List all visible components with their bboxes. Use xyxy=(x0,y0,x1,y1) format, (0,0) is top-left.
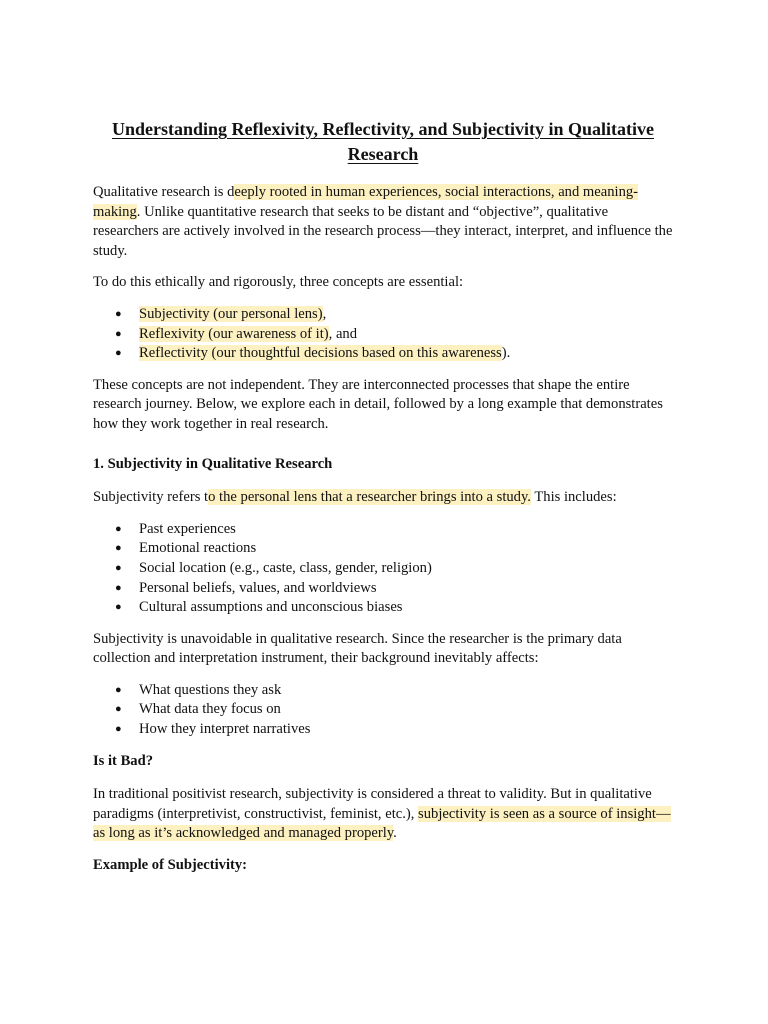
concept-subjectivity: Subjectivity (our personal lens) xyxy=(139,305,323,322)
intro-text-end: . Unlike quantitative research that seeks to be distant and “objective”, qualitative researchers are actively involved in the research process—they interact, interpret, and influence the study. xyxy=(93,203,673,259)
subheading-example: Example of Subjectivity: xyxy=(93,857,248,874)
section-heading: 1. Subjectivity in Qualitative Research xyxy=(93,455,333,472)
unavoidable-paragraph: Subjectivity is unavoidable in qualitative research. Since the researcher is the primary data collection and interpretation instrument, their background inevitably affects: xyxy=(93,630,622,667)
list-item: ● How they interpret narratives xyxy=(93,720,673,740)
positivist-text-end: . xyxy=(393,825,397,842)
concept-reflectivity: Reflectivity (our thoughtful decisions based on this awareness xyxy=(139,345,502,362)
definition-highlight: o the personal lens that a researcher brings into a study. xyxy=(208,489,531,506)
concepts-list xyxy=(93,305,673,364)
essential-intro: To do this ethically and rigorously, three concepts are essential: xyxy=(93,274,464,291)
concept-reflexivity: Reflexivity (our awareness of it) xyxy=(139,325,329,342)
list-item: ● Cultural assumptions and unconscious biases xyxy=(93,598,673,618)
list-item: ● Social location (e.g., caste, class, gender, religion) xyxy=(93,559,673,579)
includes-list xyxy=(93,520,673,618)
concept-suffix: ). xyxy=(501,345,511,362)
list-item: ● Emotional reactions xyxy=(93,539,673,559)
document-title: Understanding Reflexivity, Reflectivity, and Subjectivity in Qualitative Research xyxy=(112,119,654,164)
list-item: ● What questions they ask xyxy=(93,681,673,701)
intro-highlight: eeply rooted in human experiences, social interactions, and meaning-making xyxy=(93,184,639,220)
intro-paragraph xyxy=(93,183,673,261)
positivist-highlight: subjectivity is seen as a source of insight—as long as it’s acknowledged and managed properly xyxy=(93,805,671,842)
document-body xyxy=(93,117,673,890)
intro-text-start: Qualitative research is d xyxy=(93,184,235,200)
interconnected-paragraph: These concepts are not independent. They are interconnected processes that shape the entire research journey. Below, we explore each in detail, followed by a long example that demonstrates how they work together in real research. xyxy=(93,376,663,432)
list-item xyxy=(93,325,673,345)
list-item xyxy=(93,305,673,325)
affects-list xyxy=(93,681,673,740)
subjectivity-definition xyxy=(93,488,673,508)
concept-suffix: , and xyxy=(328,325,358,342)
list-item: ● Past experiences xyxy=(93,520,673,540)
definition-text-end: This includes: xyxy=(530,489,617,506)
list-item: ● Personal beliefs, values, and worldviews xyxy=(93,579,673,599)
positivist-paragraph xyxy=(93,785,673,844)
definition-text-start: Subjectivity refers t xyxy=(93,489,209,506)
subheading-is-it-bad: Is it Bad? xyxy=(93,752,154,769)
concept-suffix: , xyxy=(322,305,327,322)
positivist-text-start: In traditional positivist research, subjectivity is considered a threat to validity. But in qualitative paradigms (interpretivist, constructivist, feminist, etc.), xyxy=(93,786,652,822)
list-item: ● What data they focus on xyxy=(93,700,673,720)
list-item xyxy=(93,344,673,364)
